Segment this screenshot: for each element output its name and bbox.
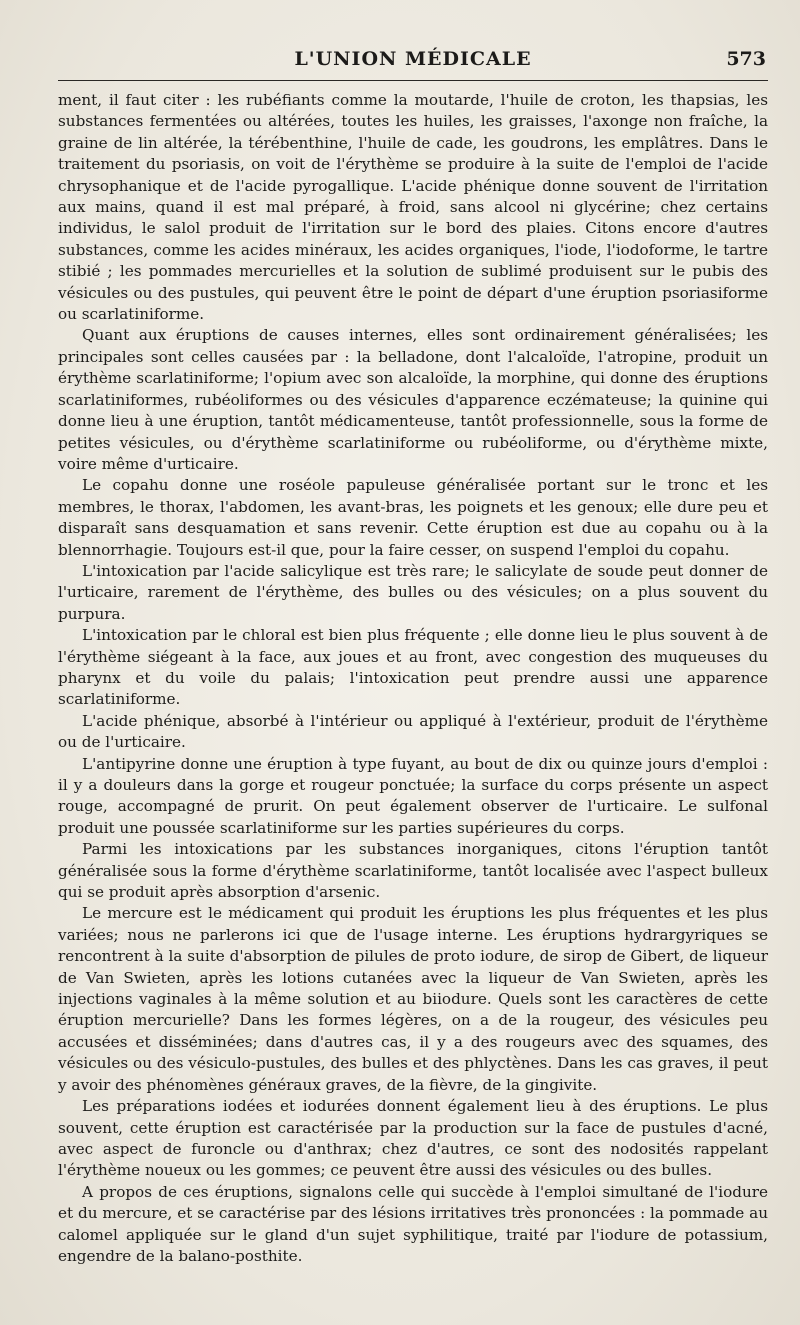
paragraph: ment, il faut citer : les rubéfiants comme la moutarde, l'huile de croton, les thapsias, les substances fermentées ou altérées, toutes les huiles, les graisses, l'axonge non fraîche, la graine de lin altérée, la térébenthine, l'huile de cade, les goudrons, les emplâtres. Dans le traitement du psoriasis, on voit de l'érythème se produire à la suite de l'emploi de l'acide chrysophanique et de l'acide pyrogallique. L'acide phénique donne souvent de l'irritation aux mains, quand il est mal préparé, à froid, sans alcool ni glycérine; chez certains individus, le salol produit de l'irritation sur le bord des plaies. Citons encore d'autres substances, comme les acides minéraux, les acides organiques, l'iode, l'iodoforme, le tartre stibié ; les pommades mercurielles et la solution de sublimé produisent sur le pubis des vésicules ou des pustules, qui peuvent être le point de départ d'une éruption psoriasiforme ou scarlatiniforme. <box>58 91 768 324</box>
paragraph: Parmi les intoxications par les substances inorganiques, citons l'éruption tantôt généralisée sous la forme d'érythème scarlatiniforme, tantôt localisée avec l'aspect bulleux qui se produit après absorption d'arsenic. <box>58 840 768 902</box>
paragraph: L'acide phénique, absorbé à l'intérieur ou appliqué à l'extérieur, produit de l'érythème ou de l'urticaire. <box>58 711 768 752</box>
paragraph: Quant aux éruptions de causes internes, elles sont ordinairement généralisées; les principales sont celles causées par : la belladone, dont l'alcaloïde, l'atropine, produit un érythème scarlatiniforme; l'opium avec son alcaloïde, la morphine, qui donne des éruptions scarlatiniformes, rubéoliformes ou des vésicules d'apparence eczémateuse; la quinine qui donne lieu à une éruption, tantôt médicamenteuse, tantôt professionnelle, sous la forme de petites vésicules, ou d'érythème scarlatiniforme ou rubéoliforme, ou d'érythème mixte, voire même d'urticaire. <box>58 326 768 473</box>
body-text <box>58 90 768 1267</box>
paragraph: Les préparations iodées et iodurées donnent également lieu à des éruptions. Le plus souvent, cette éruption est caractérisée par la production sur la face de pustules d'acné, avec aspect de furoncle ou d'anthrax; chez d'autres, ce sont des nodosités rappelant l'érythème noueux ou les gommes; ce peuvent être aussi des vésicules ou des bulles. <box>58 1097 768 1180</box>
paragraph: A propos de ces éruptions, signalons celle qui succède à l'emploi simultané de l'iodure et du mercure, et se caractérise par des lésions irritatives très prononcées : la pommade au calomel appliquée sur le gland d'un sujet syphilitique, traité par l'iodure de potassium, engendre de la balano-posthite. <box>58 1182 768 1265</box>
paragraph: L'intoxication par l'acide salicylique est très rare; le salicylate de soude peut donner de l'urticaire, rarement de l'érythème, des bulles ou des vésicules; on a plus souvent du purpura. <box>58 561 768 623</box>
running-title: L'UNION MÉDICALE <box>294 48 532 70</box>
paragraph: L'intoxication par le chloral est bien plus fréquente ; elle donne lieu le plus souvent à de l'érythème siégeant à la face, aux joues et au front, avec congestion des muqueuses du pharynx et du voile du palais; l'intoxication peut prendre aussi une apparence scarlatiniforme. <box>58 626 768 709</box>
page-header <box>60 46 766 78</box>
paragraph: L'antipyrine donne une éruption à type fuyant, au bout de dix ou quinze jours d'emploi : il y a douleurs dans la gorge et rougeur ponctuée; la surface du corps présente un aspect rouge, accompagné de prurit. On peut également observer de l'urticaire. Le sulfonal produit une poussée scarlatiniforme sur les parties supérieures du corps. <box>58 754 768 837</box>
header-rule <box>58 80 768 81</box>
paragraph: Le copahu donne une roséole papuleuse généralisée portant sur le tronc et les membres, le thorax, l'abdomen, les avant-bras, les poignets et les genoux; elle dure peu et disparaît sans desquamation et sans revenir. Cette éruption est due au copahu ou à la blennorrhagie. Toujours est-il que, pour la faire cesser, on suspend l'emploi du copahu. <box>58 476 768 559</box>
paragraph: Le mercure est le médicament qui produit les éruptions les plus fréquentes et les plus variées; nous ne parlerons ici que de l'usage interne. Les éruptions hydrargyriques se rencontrent à la suite d'absorption de pilules de proto iodure, de sirop de Gibert, de liqueur de Van Swieten, après les lotions cutanées avec la liqueur de Van Swieten, après les injections vaginales à la même solution et au biiodure. Quels sont les caractères de cette éruption mercurielle? Dans les formes légères, on a de la rougeur, des vésicules peu accusées et disséminées; dans d'autres cas, il y a des rougeurs avec des squames, des vésicules ou des vésiculo-pustules, des bulles et des phlyctènes. Dans les cas graves, il peut y avoir des phénomènes généraux graves, de la fièvre, de la gingivite. <box>58 904 768 1094</box>
page-number: 573 <box>726 48 766 70</box>
